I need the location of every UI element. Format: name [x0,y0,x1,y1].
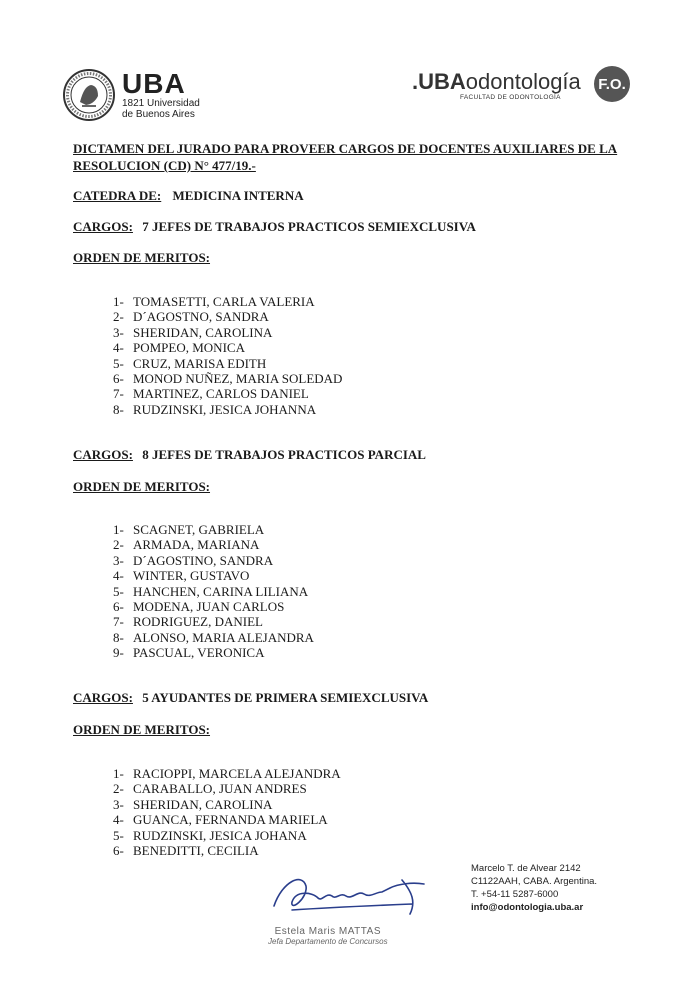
item-name: HANCHEN, CARINA LILIANA [133,583,309,599]
section-1-orden-label: ORDEN DE MERITOS: [73,250,211,265]
contact-address [471,862,597,914]
list-item [113,356,342,371]
section-3-cargos [73,690,428,706]
section-2-list [113,522,314,661]
item-name: CARABALLO, JUAN ANDRES [133,781,307,797]
item-name: POMPEO, MONICA [133,340,245,356]
list-item [113,630,314,645]
item-name: CRUZ, MARISA EDITH [133,355,267,371]
list-item [113,781,341,796]
item-number: 8- [113,629,124,645]
item-name: RUDZINSKI, JESICA JOHANNA [133,401,317,417]
item-number: 5- [113,827,124,843]
list-item [113,843,341,858]
item-name: RUDZINSKI, JESICA JOHANA [133,827,307,843]
cargos-value: 7 JEFES DE TRABAJOS PRACTICOS SEMIEXCLUSIVA [142,219,476,234]
item-number: 2- [113,537,124,553]
item-number: 6- [113,842,124,858]
uba-logo [62,68,200,122]
signatory-name: Estela Maris MATTAS [274,926,381,937]
uba-logo-name: UBA [122,68,186,99]
item-name: TOMASETTI, CARLA VALERIA [133,294,315,309]
item-name: ARMADA, MARIANA [133,537,260,553]
cargos-value: 8 JEFES DE TRABAJOS PRACTICOS PARCIAL [142,447,426,462]
list-item [113,294,342,309]
section-3-list [113,766,341,858]
item-number: 2- [113,781,124,797]
fo-logo [412,70,581,101]
list-item [113,371,342,386]
item-number: 3- [113,796,124,812]
item-name: SHERIDAN, CAROLINA [133,796,273,812]
item-number: 7- [113,614,124,630]
fo-badge-icon: F.O. [594,66,630,102]
item-name: WINTER, GUSTAVO [133,568,250,584]
item-number: 3- [113,552,124,568]
item-name: BENEDITTI, CECILIA [133,842,259,858]
item-number: 7- [113,386,124,402]
item-name: D´AGOSTINO, SANDRA [133,552,274,568]
item-name: GUANCA, FERNANDA MARIELA [133,812,328,828]
handwritten-signature [262,862,442,924]
address-line1: Marcelo T. de Alvear 2142 [471,863,581,874]
catedra-line [73,188,304,204]
item-number: 8- [113,401,124,417]
list-item [113,584,314,599]
list-item [113,766,341,781]
list-item [113,340,342,355]
catedra-label: CATEDRA DE: [73,188,162,203]
list-item [113,309,342,324]
item-number: 3- [113,324,124,340]
address-phone: T. +54-11 5287-6000 [471,889,559,900]
list-item [113,645,314,660]
item-number: 4- [113,812,124,828]
cargos-label: CARGOS: [73,690,133,705]
address-line2: C1122AAH, CABA. Argentina. [471,876,598,887]
list-item [113,568,314,583]
item-name: D´AGOSTNO, SANDRA [133,309,269,325]
fo-brand-main: odontología [465,69,581,94]
uba-logo-line1: 1821 Universidad [122,98,200,109]
section-3-orden-label: ORDEN DE MERITOS: [73,722,211,737]
item-number: 5- [113,583,124,599]
item-name: SCAGNET, GABRIELA [133,522,265,537]
section-1-cargos [73,219,476,235]
item-number: 5- [113,355,124,371]
item-number: 6- [113,598,124,614]
list-item [113,537,314,552]
item-name: MODENA, JUAN CARLOS [133,598,285,614]
fo-brand-prefix: .UBA [412,69,466,94]
cargos-label: CARGOS: [73,447,133,462]
list-item [113,522,314,537]
signatory-role: Jefa Departamento de Concursos [268,937,388,946]
item-name: MARTINEZ, CARLOS DANIEL [133,386,309,402]
list-item [113,812,341,827]
item-name: RODRIGUEZ, DANIEL [133,614,263,630]
item-number: 6- [113,370,124,386]
uba-seal-icon [62,68,116,122]
item-name: MONOD NUÑEZ, MARIA SOLEDAD [133,370,343,386]
list-item [113,553,314,568]
list-item [113,599,314,614]
fo-subtitle: FACULTAD DE ODONTOLOGÍA [460,94,561,101]
item-number: 4- [113,568,124,584]
item-number: 1- [113,294,124,309]
item-number: 2- [113,309,124,325]
list-item [113,828,341,843]
list-item [113,614,314,629]
section-1-list [113,294,342,417]
signature-stamp [268,926,388,946]
cargos-label: CARGOS: [73,219,133,234]
section-2-orden-label: ORDEN DE MERITOS: [73,479,211,494]
item-name: SHERIDAN, CAROLINA [133,324,273,340]
uba-logo-line2: de Buenos Aires [122,109,195,120]
item-number: 4- [113,340,124,356]
item-name: ALONSO, MARIA ALEJANDRA [133,629,314,645]
item-name: PASCUAL, VERONICA [133,645,265,661]
item-number: 9- [113,645,124,661]
document-title: DICTAMEN DEL JURADO PARA PROVEER CARGOS DE DOCENTES AUXILIARES DE LA RESOLUCION (CD) N° 477/19.- [73,141,618,173]
list-item [113,402,342,417]
list-item [113,797,341,812]
cargos-value: 5 AYUDANTES DE PRIMERA SEMIEXCLUSIVA [142,690,429,705]
list-item [113,386,342,401]
item-number: 1- [113,522,124,537]
catedra-value: MEDICINA INTERNA [172,188,304,203]
section-2-cargos [73,447,426,463]
item-number: 1- [113,766,124,781]
item-name: RACIOPPI, MARCELA ALEJANDRA [133,766,341,781]
list-item [113,325,342,340]
address-email: info@odontologia.uba.ar [471,902,584,913]
